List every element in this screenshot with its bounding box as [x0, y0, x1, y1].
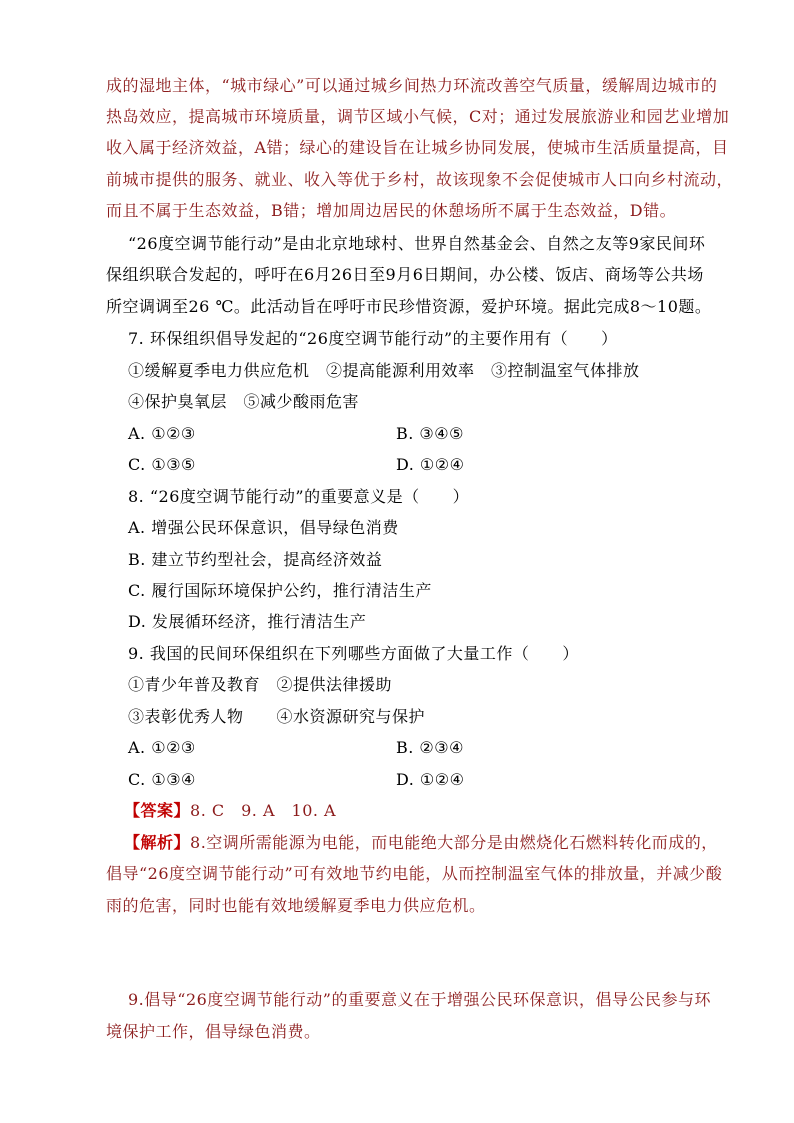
q8-option-d[interactable]: D. 发展循环经济，推行清洁生产 [128, 612, 367, 631]
q7-option-c[interactable]: C. ①③⑤ [128, 455, 196, 474]
q9-items-1: ①青少年普及教育 ②提供法律援助 [128, 675, 393, 694]
q7-option-d[interactable]: D. ①②④ [396, 455, 465, 474]
passage-line-1: “26度空调节能行动”是由北京地球村、世界自然基金会、自然之友等9家民间环 [128, 234, 706, 253]
q9-stem: 9. 我国的民间环保组织在下列哪些方面做了大量工作（ ） [128, 644, 579, 663]
q9-option-b[interactable]: B. ②③④ [396, 738, 464, 757]
q9-items-2: ③表彰优秀人物 ④水资源研究与保护 [128, 707, 426, 726]
q7-stem: 7. 环保组织倡导发起的“26度空调节能行动”的主要作用有（ ） [128, 329, 618, 348]
analysis9-line-2: 境保护工作，倡导绿色消费。 [106, 1022, 321, 1041]
q7-option-a[interactable]: A. ①②③ [128, 424, 196, 443]
q9-option-c[interactable]: C. ①③④ [128, 770, 196, 789]
analysis-label: 【解析】 [124, 833, 191, 852]
q9-option-a[interactable]: A. ①②③ [128, 738, 196, 757]
q7-option-b[interactable]: B. ③④⑤ [396, 424, 464, 443]
q8-option-a[interactable]: A. 增强公民环保意识，倡导绿色消费 [128, 518, 399, 537]
analysis-line-2: 倡导“26度空调节能行动”可有效地节约电能，从而控制温室气体的排放量，并减少酸 [106, 864, 723, 883]
q7-options-row-2 [128, 455, 465, 475]
q8-stem: 8. “26度空调节能行动”的重要意义是（ ） [128, 487, 470, 506]
answer-line [124, 801, 336, 821]
explanation-line-4: 前城市提供的服务、就业、收入等优于乡村，故该现象不会促使城市人口向乡村流动， [106, 170, 734, 189]
answer-text: 8. C 9. A 10. A [190, 801, 337, 820]
passage-line-2: 保组织联合发起的，呼吁在6月26日至9月6日期间，办公楼、饭店、商场等公共场 [106, 265, 704, 284]
explanation-line-2: 热岛效应，提高城市环境质量，调节区域小气候，C对；通过发展旅游业和园艺业增加 [106, 107, 730, 126]
analysis-text-1: 8.空调所需能源为电能，而电能绝大部分是由燃烧化石燃料转化而成的， [190, 833, 718, 852]
explanation-line-3: 收入属于经济效益，A错；绿心的建设旨在让城乡协同发展，使城市生活质量提高，目 [106, 138, 729, 157]
explanation-line-5: 而且不属于生态效益，B错；增加周边居民的休憩场所不属于生态效益，D错。 [106, 201, 677, 220]
analysis-line-3: 雨的危害，同时也能有效地缓解夏季电力供应危机。 [106, 896, 486, 915]
analysis-line-1 [124, 833, 718, 853]
q7-items-2: ④保护臭氧层 ⑤减少酸雨危害 [128, 392, 360, 411]
explanation-line-1: 成的湿地主体，“城市绿心”可以通过城乡间热力环流改善空气质量，缓解周边城市的 [106, 76, 718, 95]
q7-items-1: ①缓解夏季电力供应危机 ②提高能源利用效率 ③控制温室气体排放 [128, 361, 640, 380]
q9-option-d[interactable]: D. ①②④ [396, 770, 465, 789]
passage-line-3: 所空调调至26 ℃。此活动旨在呼吁市民珍惜资源，爱护环境。据此完成8～10题。 [106, 297, 712, 316]
q7-options-row-1 [128, 424, 464, 444]
q9-options-row-1 [128, 738, 464, 758]
q8-option-b[interactable]: B. 建立节约型社会，提高经济效益 [128, 550, 383, 569]
q8-option-c[interactable]: C. 履行国际环境保护公约，推行清洁生产 [128, 581, 432, 600]
q9-options-row-2 [128, 770, 465, 790]
analysis9-line-1: 9.倡导“26度空调节能行动”的重要意义在于增强公民环保意识，倡导公民参与环 [128, 990, 711, 1009]
answer-label: 【答案】 [124, 801, 191, 820]
